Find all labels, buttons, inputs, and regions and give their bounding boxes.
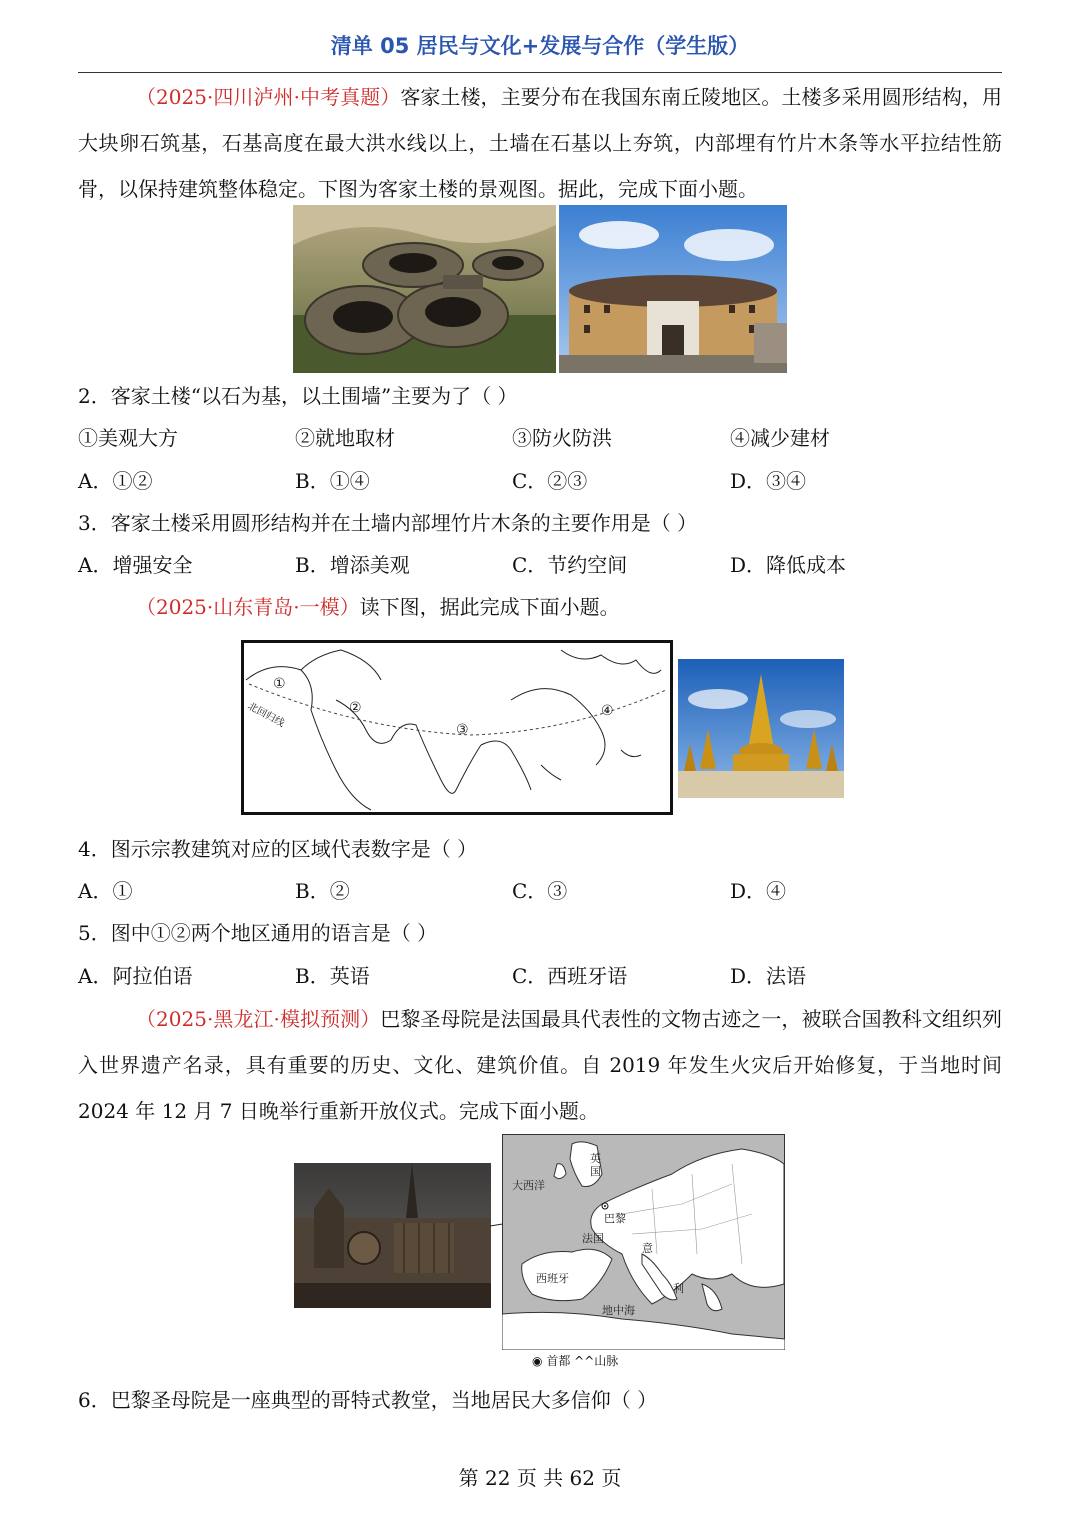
qingdao-intro-text: 读下图，据此完成下面小题。	[359, 595, 620, 619]
question-5-stem: 5．图中①②两个地区通用的语言是（ ）	[78, 921, 438, 945]
notre-dame-photo	[294, 1163, 491, 1308]
label-spain: 西班牙	[536, 1272, 569, 1285]
q3-option-c[interactable]: C．节约空间	[512, 553, 628, 577]
q2-item-2: ②就地取材	[295, 426, 395, 450]
question-6-stem: 6．巴黎圣母院是一座典型的哥特式教堂，当地居民大多信仰（ ）	[78, 1388, 658, 1412]
label-atlantic: 大西洋	[512, 1179, 545, 1192]
q4-option-a[interactable]: A．①	[78, 879, 133, 903]
label-italy: 意	[642, 1242, 653, 1255]
q2-item-4: ④减少建材	[730, 426, 830, 450]
tulou-front-photo	[559, 205, 787, 373]
question-3-stem: 3．客家土楼采用圆形结构并在土墙内部埋竹片木条的主要作用是（ ）	[78, 511, 698, 535]
q2-option-c[interactable]: C．②③	[512, 469, 588, 493]
map2-legend	[532, 1352, 618, 1369]
tulou-intro-paragraph	[78, 74, 1002, 212]
q5-option-b[interactable]: B．英语	[295, 964, 370, 988]
label-mediterranean: 地中海	[602, 1304, 635, 1317]
q2-option-a[interactable]: A．①②	[78, 469, 153, 493]
map1-label-3: ③	[456, 722, 469, 738]
label-france: 法国	[582, 1232, 604, 1245]
notre-dame-intro-text: 巴黎圣母院是法国最具代表性的文物古迹之一，被联合国教科文组织列入世界遗产名录，具有重要的历史、文化、建筑价值。自 2019 年发生火灾后开始修复，于当地时间 2024 年 12 月 7 日晚举行重新开放仪式。完成下面小题。	[78, 1007, 1003, 1123]
label-li: 利	[673, 1282, 684, 1295]
asia-outline-map	[241, 640, 673, 815]
q3-option-b[interactable]: B．增添美观	[295, 553, 410, 577]
q2-option-d[interactable]: D．③④	[730, 469, 807, 493]
label-paris: 巴黎	[604, 1212, 626, 1225]
q4-option-d[interactable]: D．④	[730, 879, 787, 903]
question-2-stem: 2．客家土楼“以石为基，以土围墙”主要为了（ ）	[78, 384, 518, 408]
q5-option-d[interactable]: D．法语	[730, 964, 807, 988]
tulou-aerial-photo	[293, 205, 556, 373]
q2-item-1: ①美观大方	[78, 426, 178, 450]
question-source: （2025·黑龙江·模拟预测）	[136, 1007, 381, 1031]
capital-symbol-icon: ◉	[532, 1354, 543, 1368]
map1-label-4: ④	[601, 703, 614, 719]
question-source: （2025·四川泸州·中考真题）	[136, 85, 401, 109]
header-divider	[78, 72, 1002, 73]
legend-capital-label: 首都	[546, 1354, 571, 1368]
europe-map	[502, 1134, 785, 1350]
map1-label-1: ①	[273, 676, 286, 692]
q2-item-3: ③防火防洪	[512, 426, 612, 450]
mountain-symbol-icon: ^^	[574, 1354, 595, 1368]
q2-option-b[interactable]: B．①④	[295, 469, 370, 493]
question-source: （2025·山东青岛·一模）	[136, 595, 360, 619]
q3-option-d[interactable]: D．降低成本	[730, 553, 847, 577]
q4-option-b[interactable]: B．②	[295, 879, 350, 903]
tulou-intro-text: 客家土楼，主要分布在我国东南丘陵地区。土楼多采用圆形结构，用大块卵石筑基，石基高度在最大洪水线以上，土墙在石基以上夯筑，内部埋有竹片木条等水平拉结性筋骨，以保持建筑整体稳定。下图为客家土楼的景观图。据此，完成下面小题。	[78, 85, 1002, 201]
page-header-title: 清单 05 居民与文化+发展与合作（学生版）	[330, 34, 750, 58]
question-4-stem: 4．图示宗教建筑对应的区域代表数字是（ ）	[78, 837, 478, 861]
q5-option-a[interactable]: A．阿拉伯语	[78, 964, 193, 988]
q3-option-a[interactable]: A．增强安全	[78, 553, 193, 577]
q4-option-c[interactable]: C．③	[512, 879, 568, 903]
notre-dame-intro-paragraph	[78, 996, 1002, 1134]
map1-label-2: ②	[349, 700, 362, 716]
qingdao-intro-paragraph	[136, 592, 620, 622]
pagoda-photo	[678, 659, 844, 798]
legend-mountain-label: 山脉	[594, 1354, 619, 1368]
q5-option-c[interactable]: C．西班牙语	[512, 964, 628, 988]
label-uk: 英国	[590, 1152, 601, 1178]
page-footer: 第 22 页 共 62 页	[458, 1466, 622, 1490]
tropic-of-cancer-label: 北回归线	[245, 700, 287, 730]
